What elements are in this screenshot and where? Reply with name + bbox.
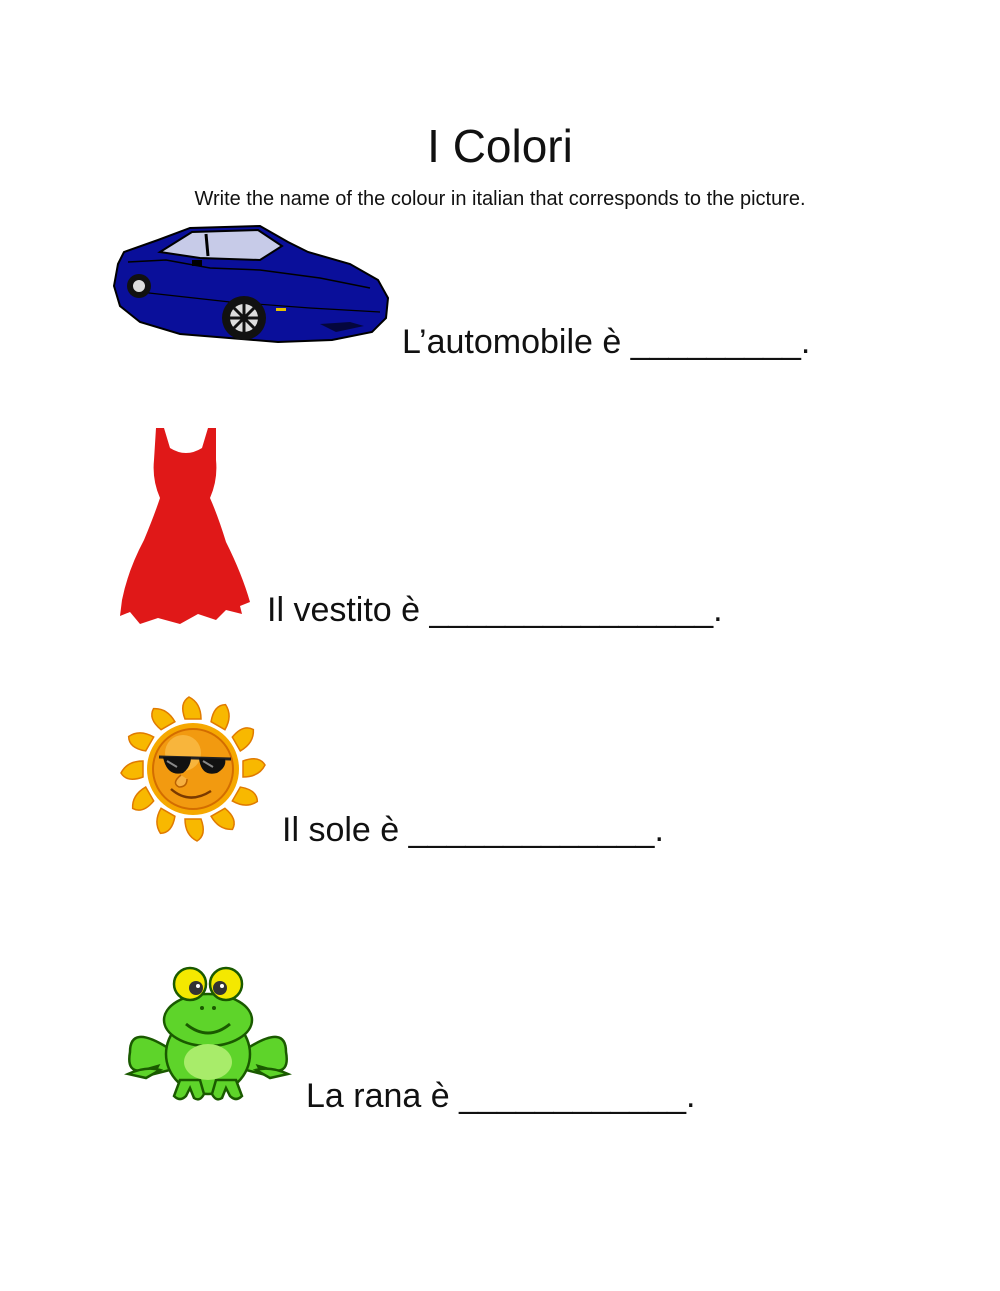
car-picture xyxy=(110,222,392,346)
sun-picture xyxy=(118,694,268,844)
dress-color-blank[interactable]: _______________ xyxy=(429,591,714,629)
car-sentence-suffix: . xyxy=(800,323,811,361)
frog-sentence-prefix: La rana è xyxy=(306,1077,460,1115)
frog-picture xyxy=(124,962,292,1106)
sun-sentence-prefix: Il sole è xyxy=(282,811,409,849)
car-color-blank[interactable]: _________ xyxy=(630,323,801,361)
instructions-text: Write the name of the colour in italian that corresponds to the picture. xyxy=(194,188,806,210)
dress-picture xyxy=(118,424,254,626)
dress-sentence-prefix: Il vestito è xyxy=(267,591,430,629)
sun-sentence-suffix: . xyxy=(654,811,664,849)
car-sentence-prefix: L’automobile è xyxy=(402,323,631,361)
frog-color-blank[interactable]: ____________ xyxy=(459,1077,687,1115)
frog-sentence xyxy=(306,1076,696,1116)
worksheet-title: I Colori xyxy=(427,120,573,172)
dress-sentence-suffix: . xyxy=(713,591,723,629)
dress-sentence xyxy=(267,590,723,630)
sun-color-blank[interactable]: _____________ xyxy=(408,811,655,849)
car-sentence xyxy=(402,322,810,362)
sun-sentence xyxy=(282,810,664,850)
frog-sentence-suffix: . xyxy=(686,1077,696,1115)
